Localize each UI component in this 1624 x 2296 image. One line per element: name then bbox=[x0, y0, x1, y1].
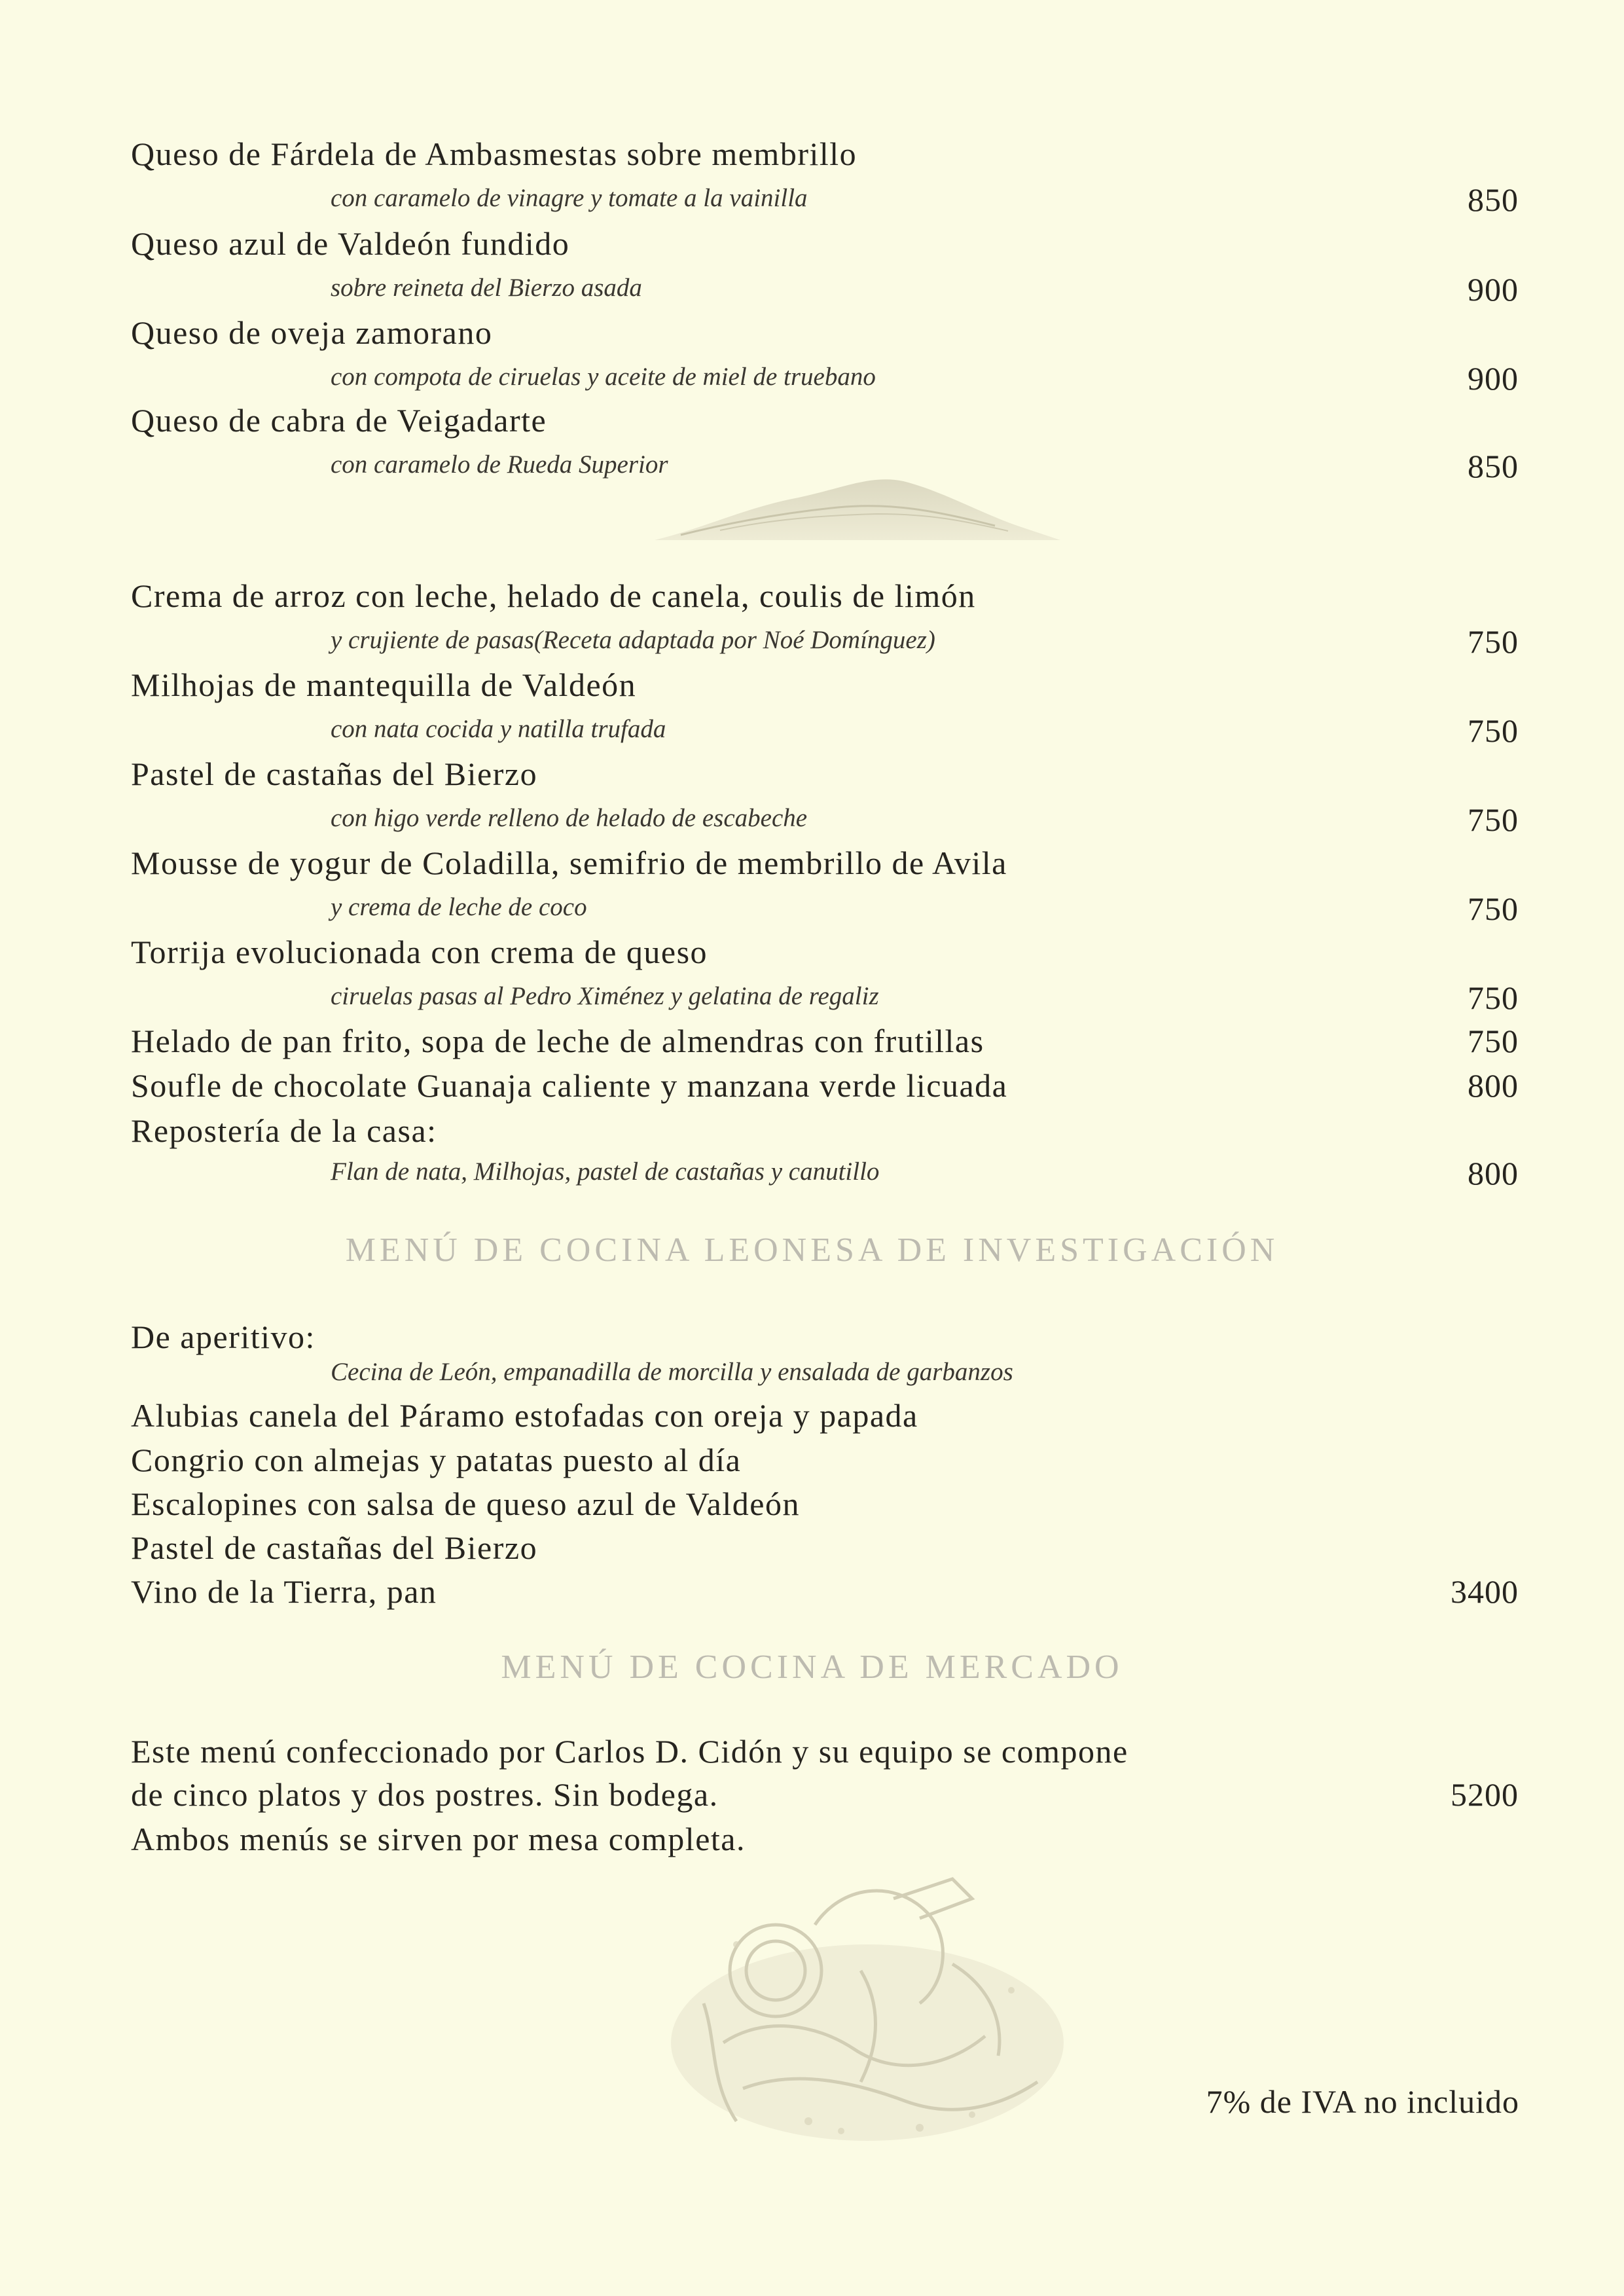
dessert-item-desc bbox=[131, 711, 1519, 758]
cheese-item bbox=[131, 401, 1519, 448]
dish-description: y crema de leche de coco bbox=[331, 893, 587, 921]
dish-price: 750 bbox=[1468, 890, 1519, 927]
dish-price: 850 bbox=[1468, 448, 1519, 484]
dish-price: 750 bbox=[1468, 1023, 1519, 1059]
dish-name: Vino de la Tierra, pan bbox=[131, 1573, 437, 1610]
cheese-item-desc bbox=[131, 180, 1519, 227]
dessert-item bbox=[131, 932, 1519, 979]
menu-price: 5200 bbox=[1451, 1776, 1519, 1813]
dish-description: ciruelas pasas al Pedro Ximénez y gelatina de regaliz bbox=[331, 982, 879, 1010]
dish-description: Flan de nata, Milhojas, pastel de castañas y canutillo bbox=[331, 1157, 880, 1186]
cheese-item-desc bbox=[131, 359, 1519, 406]
menu-course bbox=[131, 1484, 1519, 1531]
menu-text-line bbox=[131, 1732, 1519, 1779]
menu-description-line: Ambos menús se sirven por mesa completa. bbox=[131, 1821, 746, 1857]
dish-name: Queso azul de Valdeón fundido bbox=[131, 225, 570, 262]
menu-price: 3400 bbox=[1451, 1573, 1519, 1610]
dish-price: 750 bbox=[1468, 712, 1519, 749]
dish-description: con higo verde relleno de helado de escabeche bbox=[331, 804, 808, 832]
dish-name: Queso de oveja zamorano bbox=[131, 314, 493, 351]
dish-name: Congrio con almejas y patatas puesto al día bbox=[131, 1442, 742, 1478]
dessert-item bbox=[131, 1066, 1519, 1113]
section-heading: MENÚ DE COCINA DE MERCADO bbox=[501, 1649, 1123, 1686]
dish-price: 750 bbox=[1468, 801, 1519, 838]
dish-name: Queso de Fárdela de Ambasmestas sobre membrillo bbox=[131, 136, 857, 172]
cheese-item bbox=[131, 313, 1519, 360]
aperitivo-desc bbox=[131, 1354, 1519, 1401]
dessert-item-desc bbox=[131, 889, 1519, 936]
dessert-item bbox=[131, 843, 1519, 890]
dessert-item bbox=[131, 754, 1519, 801]
landscape-ornament bbox=[655, 462, 1060, 547]
dessert-item bbox=[131, 665, 1519, 712]
dish-description: Cecina de León, empanadilla de morcilla y ensalada de garbanzos bbox=[331, 1358, 1013, 1386]
dish-name: Milhojas de mantequilla de Valdeón bbox=[131, 666, 637, 703]
reposteria-item bbox=[131, 1111, 1519, 1158]
dish-price: 800 bbox=[1468, 1155, 1519, 1192]
dish-name: De aperitivo: bbox=[131, 1319, 316, 1355]
dessert-item-desc bbox=[131, 622, 1519, 669]
dish-description: con caramelo de vinagre y tomate a la vainilla bbox=[331, 184, 808, 212]
section-heading: MENÚ DE COCINA LEONESA DE INVESTIGACIÓN bbox=[345, 1231, 1279, 1269]
tax-footnote: 7% de IVA no incluido bbox=[1206, 2083, 1519, 2120]
cheese-item bbox=[131, 224, 1519, 271]
menu-text-line bbox=[131, 1775, 1519, 1822]
dish-price: 850 bbox=[1468, 181, 1519, 218]
dessert-item bbox=[131, 576, 1519, 623]
dessert-item bbox=[131, 1021, 1519, 1068]
menu-course bbox=[131, 1528, 1519, 1575]
menu-course bbox=[131, 1396, 1519, 1443]
dish-price: 900 bbox=[1468, 271, 1519, 308]
dish-price: 750 bbox=[1468, 623, 1519, 660]
menu-course bbox=[131, 1440, 1519, 1487]
dish-name: Mousse de yogur de Coladilla, semifrio de membrillo de Avila bbox=[131, 845, 1007, 881]
reposteria-item-desc bbox=[131, 1154, 1519, 1201]
dish-description: con caramelo de Rueda Superior bbox=[331, 450, 668, 479]
cheese-item bbox=[131, 134, 1519, 181]
dish-name: Helado de pan frito, sopa de leche de almendras con frutillas bbox=[131, 1023, 984, 1059]
menu-course bbox=[131, 1572, 1519, 1619]
dish-name: Escalopines con salsa de queso azul de Valdeón bbox=[131, 1485, 800, 1522]
dish-name: Pastel de castañas del Bierzo bbox=[131, 756, 538, 792]
dish-price: 800 bbox=[1468, 1067, 1519, 1104]
engraving-ornament bbox=[645, 1872, 1090, 2160]
dish-price: 750 bbox=[1468, 979, 1519, 1016]
menu-text-line bbox=[131, 1819, 1519, 1867]
dish-price: 900 bbox=[1468, 360, 1519, 397]
menu-description-line: Este menú confeccionado por Carlos D. Cidón y su equipo se compone bbox=[131, 1733, 1128, 1770]
dish-name: Queso de cabra de Veigadarte bbox=[131, 402, 547, 439]
cheese-item-desc bbox=[131, 270, 1519, 317]
dish-name: Crema de arroz con leche, helado de canela, coulis de limón bbox=[131, 577, 976, 614]
dish-description: con compota de ciruelas y aceite de miel de truebano bbox=[331, 363, 876, 391]
dish-description: sobre reineta del Bierzo asada bbox=[331, 274, 642, 302]
dish-description: con nata cocida y natilla trufada bbox=[331, 715, 666, 743]
dish-name: Torrija evolucionada con crema de queso bbox=[131, 934, 708, 970]
dish-name: Soufle de chocolate Guanaja caliente y manzana verde licuada bbox=[131, 1067, 1008, 1104]
dish-name: Pastel de castañas del Bierzo bbox=[131, 1529, 538, 1566]
dessert-item-desc bbox=[131, 800, 1519, 847]
menu-description-line: de cinco platos y dos postres. Sin bodega. bbox=[131, 1776, 719, 1813]
dish-name: Repostería de la casa: bbox=[131, 1112, 437, 1149]
dessert-item-desc bbox=[131, 978, 1519, 1025]
dish-name: Alubias canela del Páramo estofadas con oreja y papada bbox=[131, 1397, 918, 1434]
dish-description: y crujiente de pasas(Receta adaptada por Noé Domínguez) bbox=[331, 626, 935, 654]
